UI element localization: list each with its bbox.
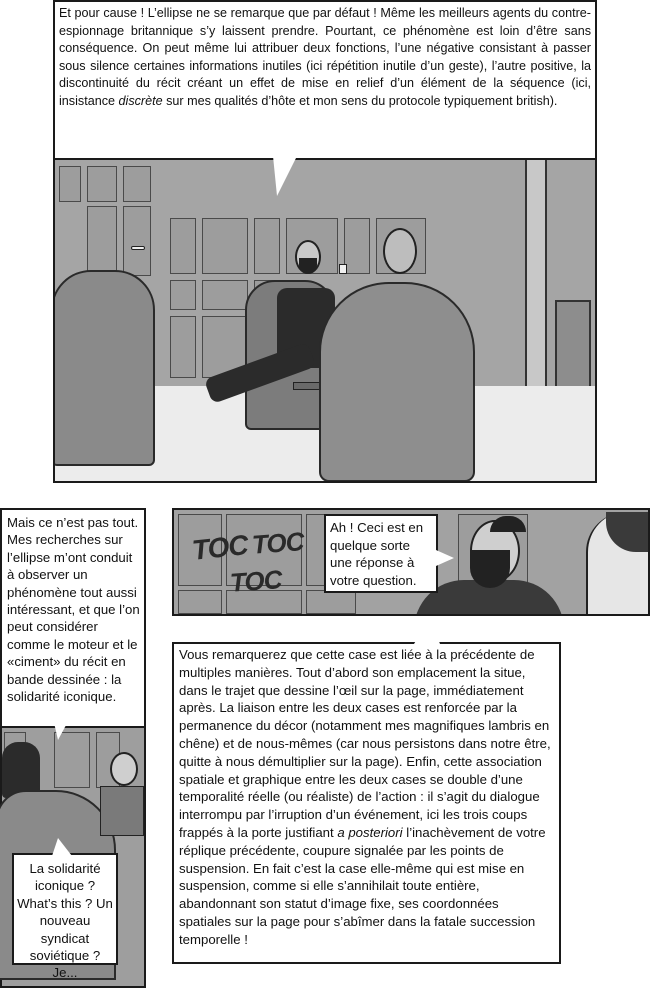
comic-panel-bottom-right <box>172 508 650 616</box>
caption-text-part: Vous remarquerez que cette case est liée à la précédente de multiples manières. Tout d’abord son emplacement la situe, dans le trajet que dessine l’œil sur la page, immédiatement après. La liaison entre les deux cases est renforcée par la permanence du décor (notamment mes magnifiques lambris en chêne) et de nous-mêmes (car nous persistons dans notre être, quitte à nous démultiplier sur la page). Enfin, cette association spatiale et graphique entre les deux cases se double d’une temporalité réelle (ou réaliste) de l’action : il s’agit du dialogue interrompu par l’irruption d’un événement, ici les trois coups frappés à la porte justifiant <box>179 647 551 840</box>
wall-panel <box>123 166 151 202</box>
uniform <box>100 786 144 836</box>
caption-text-top <box>59 5 591 111</box>
caption-emphasis: discrète <box>118 93 163 108</box>
armchair-left <box>53 270 155 466</box>
wall-panel <box>59 166 81 202</box>
wall-panel <box>123 206 151 276</box>
sound-effect-toc-1: TOC <box>190 529 250 566</box>
speech-bubble-right <box>324 514 438 593</box>
caption-emphasis: a posteriori <box>337 824 403 840</box>
sound-effect-toc-2: TOC <box>250 526 305 560</box>
caption-text-left: Mais ce n’est pas tout. Mes recherches sur l’ellipse m’ont conduit à observer un phénomène tout aussi intéressant, et que l’on peut considérer comme le moteur et le «ciment» du récit en bande dessinée : la solidarité iconique. <box>7 515 140 705</box>
caption-text-right <box>179 646 554 949</box>
sound-effect-toc-3: TOC <box>228 564 283 598</box>
panel-illustration-lounge <box>55 158 595 481</box>
caption-text-part: sur mes qualités d’hôte et mon sens du protocole typiquement british). <box>162 93 558 108</box>
wall-panel <box>202 280 248 310</box>
door-handle-icon <box>131 246 145 250</box>
wall-panel <box>344 218 370 274</box>
caption-tail <box>273 156 297 196</box>
caption-text-part: Et pour cause ! L’ellipse ne se remarque que par défaut ! Même les meilleurs agents du contre-espionnage britannique s’y laissent prendre. Pourtant, ce phénomène est loin d’être sans conséquence. On peut même lui attribuer deux fonctions, l’une négative consistant à passer sous silence certaines informations inutiles (ici répétition inutile d’un geste), l’autre positive, la discontinuité du récit créant un effet de mise en relief d’un élément de la séquence (ici, insistance <box>59 6 591 108</box>
speech-text-right: Ah ! Ceci est en quelque sorte une réponse à votre question. <box>330 520 424 588</box>
caption-tail-left <box>52 714 72 740</box>
caption-text-part: l’inachèvement de votre réplique précédente, coupure signalée par les points de suspension. En fait c’est la case elle-même qui est mise en suspension, comme si elle s’annihilait toute entière, abandonnant son statut d’image fixe, ses coordonnées spatiales sur la page pour s’abîmer dans la fatale succession temporelle ! <box>179 824 546 947</box>
wall-panel <box>170 280 196 310</box>
wall-panel <box>178 590 222 614</box>
comic-panel-top <box>53 0 597 483</box>
armchair-right <box>319 282 475 482</box>
wall-panel <box>254 218 280 274</box>
comic-panel-bottom-left <box>0 508 146 988</box>
caption-box-right <box>172 642 561 964</box>
wall-panel <box>170 218 196 274</box>
wall-panel <box>202 218 248 274</box>
speech-tail-right <box>436 550 454 566</box>
glass-icon <box>339 264 347 274</box>
balding-man-head <box>383 228 417 274</box>
speech-text-left: La solidarité iconique ? What’s this ? Un nouveau syndicat soviétique ? Je... <box>17 861 113 981</box>
wall-panel <box>54 732 90 788</box>
speech-tail-left <box>52 838 72 856</box>
speech-bubble-left <box>12 853 118 981</box>
caption-box-top <box>53 0 597 160</box>
wall-panel <box>170 316 196 378</box>
uniformed-man-head <box>110 752 138 786</box>
wall-panel <box>87 206 117 276</box>
caption-box-left <box>0 508 146 730</box>
wall-panel <box>87 166 117 202</box>
wall-panel <box>306 590 356 614</box>
caption-tail-right <box>414 617 440 644</box>
